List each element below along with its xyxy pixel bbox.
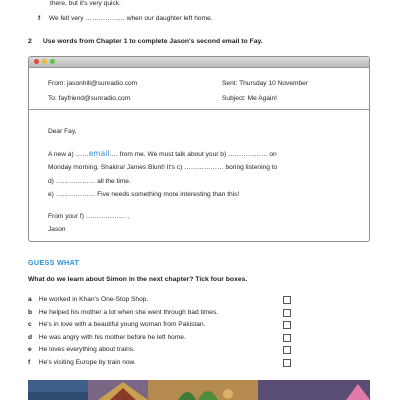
item-label: a: [28, 296, 32, 303]
item-text: He worked in Khan's One-Stop Shop.: [38, 296, 149, 303]
tick-box[interactable]: [283, 359, 291, 367]
item-label: e: [28, 346, 32, 353]
tick-box[interactable]: [283, 321, 291, 329]
zoom-dot-icon[interactable]: [50, 59, 55, 64]
exercise-1-item-f: [38, 15, 213, 23]
email-sent: Sent: Thursday 10 November: [222, 80, 309, 87]
close-dot-icon[interactable]: [34, 59, 39, 64]
tick-box[interactable]: [283, 346, 291, 354]
email-subject: Subject: Me Again!: [222, 95, 277, 102]
item-text: He's visiting Europe by train now.: [38, 358, 136, 366]
illustration: [28, 380, 370, 400]
item-text: He loves everything about trains.: [38, 346, 135, 353]
spacer: [48, 139, 358, 147]
list-item: [28, 321, 298, 334]
exercise-instruction: Use words from Chapter 1 to complete Jason's second email to Fay.: [42, 38, 263, 45]
item-text: He's in love with a beautiful young woman from Pakistan.: [38, 321, 206, 328]
section-title: GUESS WHAT: [28, 258, 80, 267]
line-a-suffix: …. from me. We must talk about your b) ……………… on: [109, 150, 277, 158]
minimize-dot-icon[interactable]: [42, 59, 47, 64]
previous-exercise-text: there, but it's very quick.: [50, 0, 121, 7]
list-item: [28, 296, 298, 309]
exercise-2-heading: [28, 38, 263, 45]
tick-box[interactable]: [283, 309, 291, 317]
spacer: [48, 202, 358, 210]
list-item: [28, 334, 298, 347]
guess-question: What do we learn about Simon in the next chapter? Tick four boxes.: [28, 276, 248, 283]
handwritten-answer: email: [88, 148, 110, 158]
item-label: f: [28, 358, 31, 366]
email-line-2: Monday morning. Shakira! James Blunt! It's c) ……………… boring listening to: [48, 164, 278, 171]
email-to: To: fayfriend@sunradio.com: [48, 95, 131, 102]
header-divider: [29, 109, 369, 110]
email-from: From: jasonhill@sunradio.com: [48, 80, 138, 87]
tick-box[interactable]: [283, 334, 291, 342]
item-text: We felt very ……………… when our daughter left home.: [48, 15, 213, 22]
email-signoff: From your f) ……………… ,: [48, 212, 129, 220]
email-window: [28, 56, 370, 242]
item-label: d: [28, 333, 33, 341]
email-body: [48, 125, 358, 237]
list-item: [28, 359, 298, 372]
item-text: He helped his mother a lot when she went through bad times.: [38, 308, 219, 316]
email-line-3: d) ……………… all the time.: [48, 177, 131, 185]
email-line-a: [48, 147, 358, 162]
tick-box[interactable]: [283, 296, 291, 304]
line-a-prefix: A new a) ……: [48, 150, 89, 158]
previous-exercise-line: [50, 0, 121, 8]
window-titlebar: [29, 57, 369, 68]
exercise-number: 2: [28, 38, 32, 45]
email-signature: Jason: [48, 226, 66, 233]
email-line-4: e) ……………… Five needs something more interesting than this!: [48, 191, 240, 198]
list-item: [28, 346, 298, 359]
item-label: c: [28, 321, 32, 328]
item-label: f: [38, 15, 41, 22]
guess-list: [28, 296, 298, 371]
email-greeting: Dear Fay,: [48, 128, 77, 135]
item-text: He was angry with his mother before he left home.: [38, 333, 186, 341]
illustration-art: [28, 380, 370, 400]
item-label: b: [28, 308, 33, 316]
list-item: [28, 309, 298, 322]
